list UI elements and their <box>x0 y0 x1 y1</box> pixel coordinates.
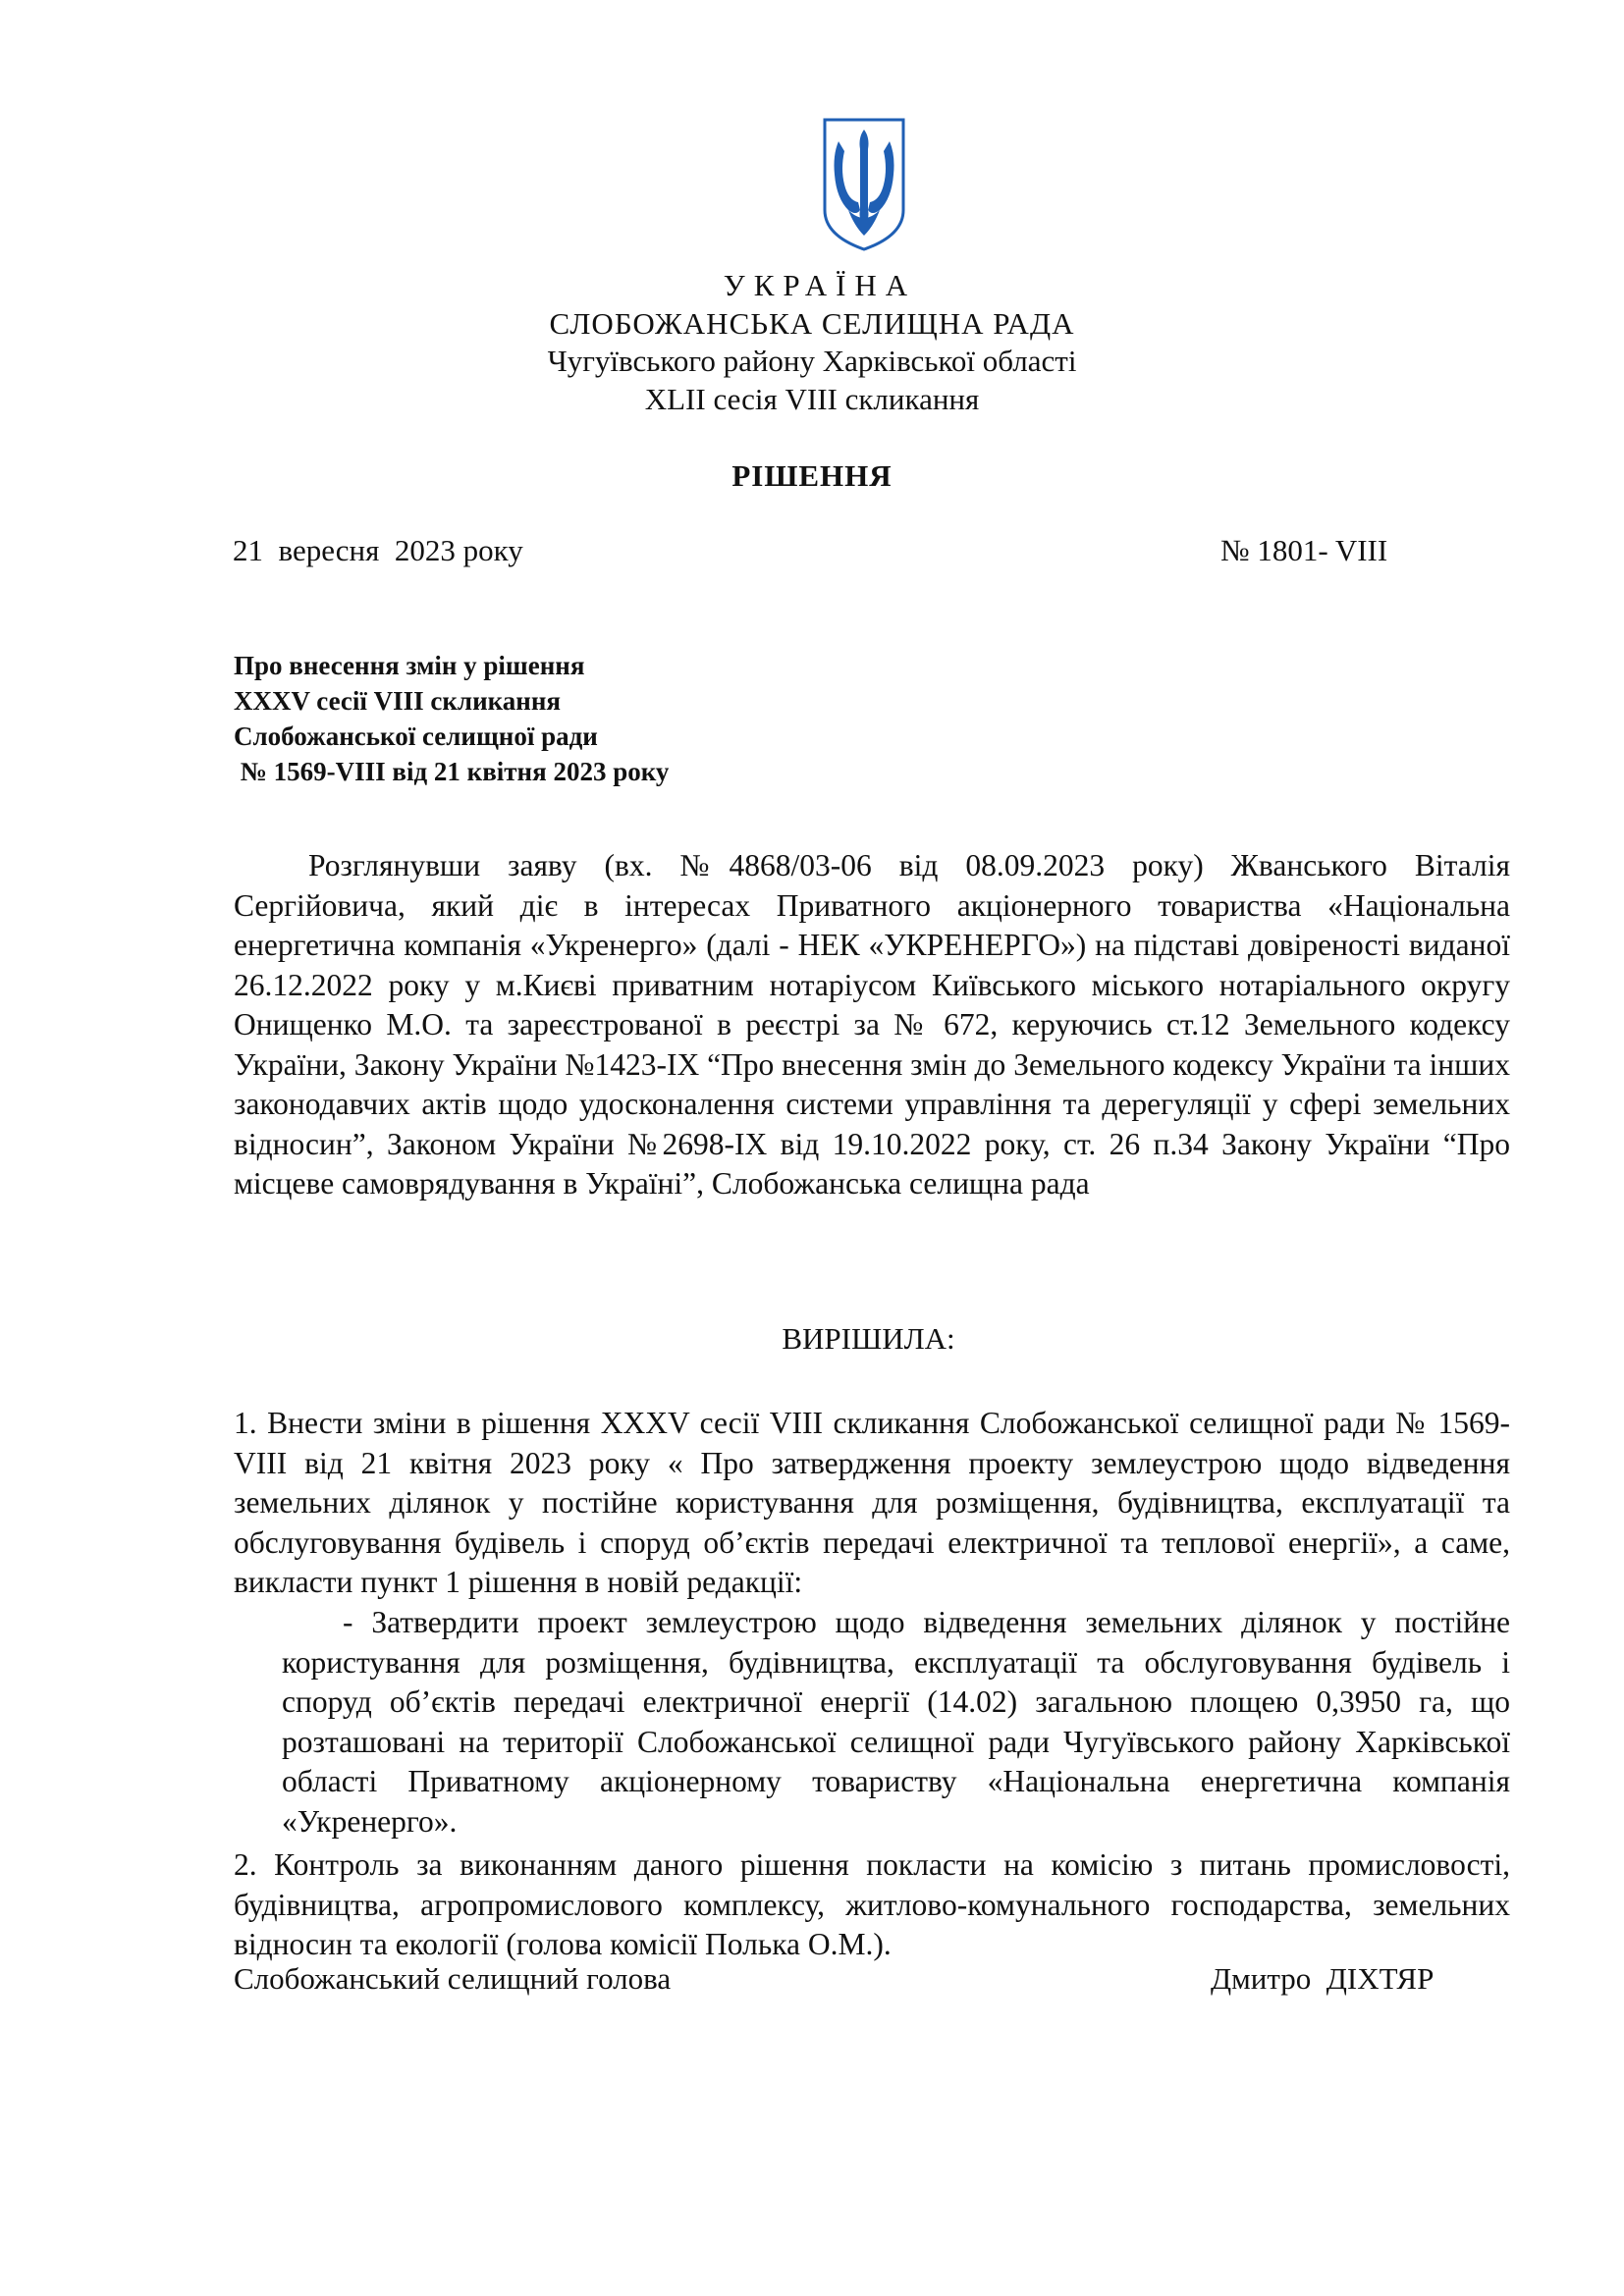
council-name: СЛОБОЖАНСЬКА СЕЛИЩНА РАДА <box>549 306 1075 341</box>
preamble-paragraph: Розглянувши заяву (вх. №4868/03-06 від 08.09.2023 року) Жванського Віталія Сергійовича, який діє в інтересах Приватного акціонерного товариства «Національна енергетична компанія «Укренерго» (далі - НЕК «УКРЕНЕРГО») на підставі довіреності виданої 26.12.2022 року у м.Києві приватним нотаріусом Київського міського нотаріального округу Онищенко М.О. та зареєстрованої в реєстрі за № 672, керуючись ст.12 Земельного кодексу України, Закону України №1423-IX “Про внесення змін до Земельного кодексу України та інших законодавчих актів щодо удосконалення системи управління та дерегуляції у сфері земельних відносин”, Законом України №2698-IX від 19.10.2022 року, ст. 26 п.34 Закону України “Про місцеве самоврядування в Україні”, Слобожанська селищна рада <box>234 848 1510 1201</box>
resolution-item-1: 1. Внести зміни в рішення XXXV сесії VIII скликання Слобожанської селищної ради № 1569-VIII від 21 квітня 2023 року « Про затвердження проекту землеустрою щодо відведення земельних ділянок у постійне користування для розміщення, будівництва, експлуатації та обслуговування будівель і споруд об’єктів передачі електричної та теплової енергії», а саме, викласти пункт 1 рішення в новій редакції: <box>234 1406 1510 1599</box>
signatory-position: Слобожанський селищний голова <box>234 1961 672 1996</box>
subject-line: Слобожанської селищної ради <box>234 721 598 751</box>
resolved-heading: ВИРІШИЛА: <box>782 1321 955 1356</box>
decision-number: № 1801- VIII <box>1220 533 1388 567</box>
decision-subject <box>234 648 921 789</box>
subject-line: XXXV сесії VIII скликання <box>234 686 562 716</box>
district-name: Чугуївського району Харківської області <box>547 344 1077 378</box>
trident-emblem-icon <box>819 116 909 253</box>
subject-line: № 1569-VIII від 21 квітня 2023 року <box>234 757 670 786</box>
resolution-item-2: 2. Контроль за виконанням даного рішення покласти на комісію з питань промисловості, будівництва, агропромислового комплексу, житлово-комунального господарства, земельних відносин та екології (голова комісії Полька О.М.). <box>234 1847 1510 1961</box>
country-name: УКРАЇНА <box>723 268 917 302</box>
subject-line: Про внесення змін у рішення <box>234 651 585 680</box>
session-info: XLII сесія VIII скликання <box>644 382 980 416</box>
decision-date: 21 вересня 2023 року <box>233 533 523 567</box>
resolution-item-1-sub: - Затвердити проект землеустрою щодо відведення земельних ділянок у постійне користування для розміщення, будівництва, експлуатації та обслуговування будівель і споруд об’єктів передачі електричної енергії (14.02) загальною площею 0,3950 га, що розташовані на території Слобожанської селищної ради Чугуївського району Харківської області Приватному акціонерному товариству «Національна енергетична компанія «Укренерго». <box>282 1605 1510 1839</box>
signatory-name: Дмитро ДІХТЯР <box>1211 1961 1435 1996</box>
document-title: РІШЕННЯ <box>731 458 893 493</box>
